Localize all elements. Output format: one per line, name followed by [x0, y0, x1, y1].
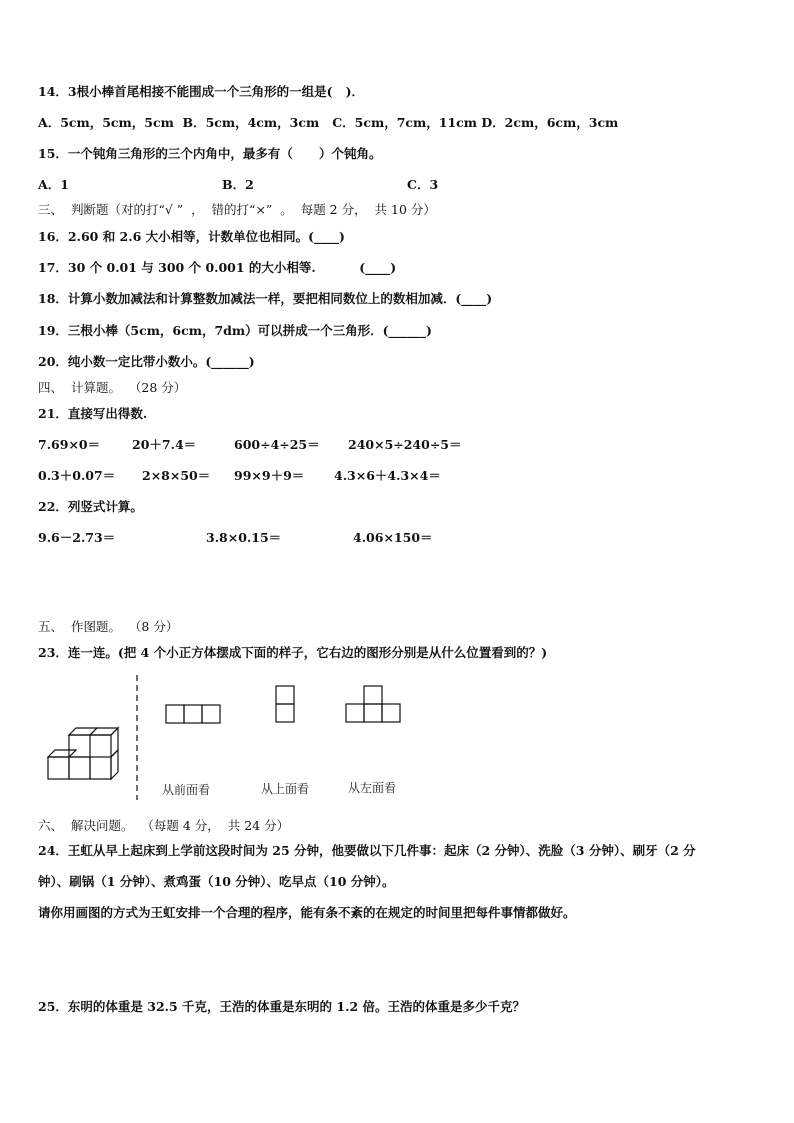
q25: 25．东明的体重是 32.5 千克，王浩的体重是东明的 1.2 倍。王浩的体重是多少千克？: [38, 999, 525, 1014]
q19: 19．三根小棒（5cm，6cm，7dm）可以拼成一个三角形．(______): [38, 323, 432, 338]
q21-row1-item: 240×5÷240÷5＝: [348, 437, 462, 452]
q15-option-a: A．1: [38, 177, 69, 192]
q21-row2-item: 2×8×50＝: [142, 468, 211, 483]
section-6-title: 六、 解决问题。 （每题 4 分， 共 24 分）: [38, 818, 290, 833]
caption-top-view[interactable]: 从上面看: [261, 782, 310, 796]
view-shape-2[interactable]: [274, 685, 296, 725]
view-shape-3[interactable]: [345, 685, 403, 725]
section-3-title: 三、 判断题（对的打“√ ” ， 错的打“×” 。 每题 2 分， 共 10 分）: [38, 202, 436, 217]
dashed-divider: [134, 675, 140, 800]
q20: 20．纯小数一定比带小数小。(______): [38, 354, 255, 369]
q21-row1-item: 600÷4÷25＝: [234, 437, 320, 452]
caption-front-view[interactable]: 从前面看: [162, 783, 211, 797]
q18: 18．计算小数加减法和计算整数加减法一样，要把相同数位上的数相加减．(____): [38, 291, 493, 306]
q21-stem: 21．直接写出得数.: [38, 406, 148, 421]
q24-line3: 请你用画图的方式为王虹安排一个合理的程序，能有条不紊的在规定的时间里把每件事情都做好。: [38, 905, 576, 920]
q21-row2-item: 4.3×6＋4.3×4＝: [334, 468, 441, 483]
cube-stack-figure: [40, 715, 130, 785]
caption-left-view[interactable]: 从左面看: [348, 781, 397, 795]
q23-stem: 23．连一连。(把 4 个小正方体摆成下面的样子，它右边的图形分别是从什么位置看到的？): [38, 645, 548, 660]
q14-stem: 14．3根小棒首尾相接不能围成一个三角形的一组是( )．: [38, 84, 364, 99]
q17: 17．30 个 0.01 与 300 个 0.001 的大小相等. (____): [38, 260, 397, 275]
q21-row2-item: 0.3＋0.07＝: [38, 468, 116, 483]
q16: 16．2.60 和 2.6 大小相等，计数单位也相同。(____): [38, 229, 345, 244]
section-5-title: 五、 作图题。 （8 分）: [38, 619, 179, 634]
q21-row1-item: 7.69×0＝: [38, 437, 101, 452]
q21-row2-item: 99×9＋9＝: [234, 468, 305, 483]
q22-stem: 22．列竖式计算。: [38, 499, 143, 514]
q21-row1-item: 20＋7.4＝: [132, 437, 197, 452]
q15-option-b: B．2: [222, 177, 254, 192]
q22-item: 3.8×0.15＝: [206, 530, 282, 545]
q24-line2: 钟）、刷锅（1 分钟）、煮鸡蛋（10 分钟）、吃早点（10 分钟）。: [38, 874, 395, 889]
q15-stem: 15．一个钝角三角形的三个内角中，最多有（ ）个钝角。: [38, 146, 382, 161]
q14-options: A．5cm，5cm，5cm B．5cm，4cm，3cm C．5cm，7cm，11cm D．2cm，6cm，3cm: [38, 115, 619, 130]
q22-item: 9.6－2.73＝: [38, 530, 116, 545]
q24-line1: 24．王虹从早上起床到上学前这段时间为 25 分钟，他要做以下几件事：起床（2 分钟）、洗脸（3 分钟）、刷牙（2 分: [38, 843, 696, 858]
view-shape-1[interactable]: [165, 703, 223, 725]
q22-item: 4.06×150＝: [353, 530, 433, 545]
section-4-title: 四、 计算题。 （28 分）: [38, 380, 187, 395]
q15-option-c: C．3: [407, 177, 439, 192]
